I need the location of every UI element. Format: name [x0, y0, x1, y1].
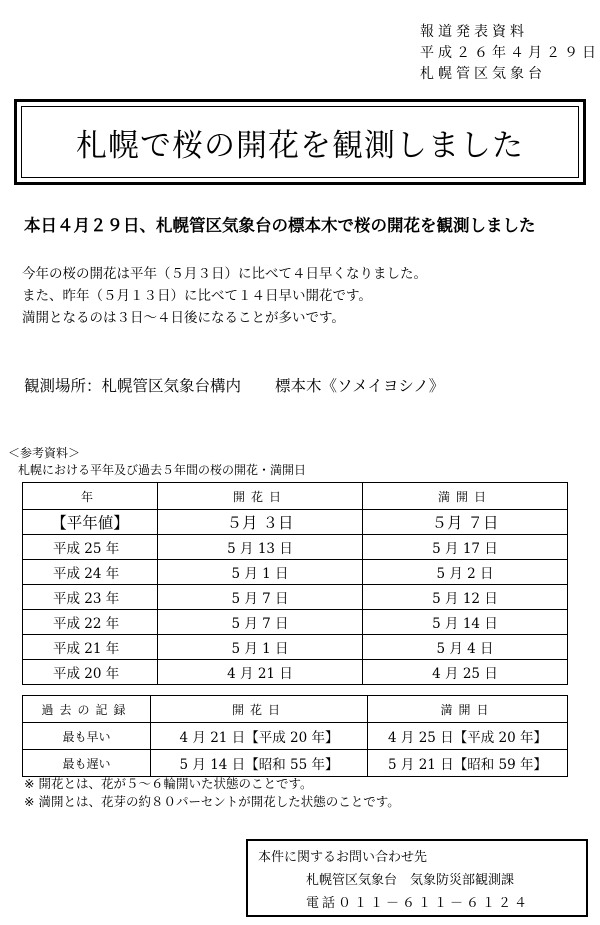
year-cell: 平成 24 年: [23, 560, 158, 585]
table-row: [23, 660, 568, 685]
column-header-bloom: 開花日: [158, 483, 363, 510]
table-row: [23, 635, 568, 660]
bloom-record-cell: 5 月 14 日【昭和 55 年】: [151, 750, 368, 777]
bloom-date-cell: 5 月 7 日: [158, 585, 363, 610]
summary-line: 今年の桜の開花は平年（５月３日）に比べて４日早くなりました。: [22, 266, 427, 282]
column-header-full-bloom: 満開日: [368, 696, 568, 723]
year-cell: 【平年値】: [23, 510, 158, 535]
record-label-cell: 最も遅い: [23, 750, 151, 777]
headline: 本日４月２９日、札幌管区気象台の標本木で桜の開花を観測しました: [24, 216, 536, 235]
table-row: [23, 560, 568, 585]
reference-caption: 札幌における平年及び過去５年間の桜の開花・満開日: [18, 463, 307, 477]
contact-box: [246, 839, 588, 917]
contact-phone: 電話０１１－６１１－６１２４: [306, 896, 531, 911]
full-bloom-date-cell: 5 月 17 日: [363, 535, 568, 560]
full-bloom-date-cell: 5 月 2 日: [363, 560, 568, 585]
page-title: 札幌で桜の開花を観測しました: [21, 106, 579, 178]
issuer: 札幌管区気象台: [420, 66, 546, 82]
footnote: ※ 満開とは、花芽の約８０パーセントが開花した状態のことです。: [24, 794, 400, 809]
year-cell: 平成 21 年: [23, 635, 158, 660]
title-frame: [14, 99, 586, 185]
bloom-date-cell: 4 月 21 日: [158, 660, 363, 685]
table-row: [23, 723, 568, 750]
summary-text: [22, 263, 427, 329]
release-date: 平成２６年４月２９日: [420, 45, 600, 61]
table-row: [23, 535, 568, 560]
document-type: 報道発表資料: [420, 24, 528, 40]
record-label-cell: 最も早い: [23, 723, 151, 750]
table-row: [23, 610, 568, 635]
column-header-records: 過去の記録: [23, 696, 151, 723]
bloom-date-cell: 5 月 1 日: [158, 635, 363, 660]
records-table: [22, 695, 568, 777]
table-row: [23, 585, 568, 610]
contact-heading: 本件に関するお問い合わせ先: [258, 850, 428, 865]
footnote: ※ 開花とは、花が５～６輪開いた状態のことです。: [24, 776, 313, 791]
year-cell: 平成 23 年: [23, 585, 158, 610]
reference-label: ＜参考資料＞: [8, 446, 81, 460]
full-bloom-date-cell: 5 月 14 日: [363, 610, 568, 635]
press-release-header: [420, 22, 600, 85]
year-cell: 平成 25 年: [23, 535, 158, 560]
year-cell: 平成 22 年: [23, 610, 158, 635]
full-bloom-date-cell: 4 月 25 日: [363, 660, 568, 685]
full-bloom-date-cell: 5 月 12 日: [363, 585, 568, 610]
full-bloom-record-cell: 4 月 25 日【平成 20 年】: [368, 723, 568, 750]
summary-line: 満開となるのは３日～４日後になることが多いです。: [22, 310, 345, 326]
table-header-row: [23, 696, 568, 723]
footnotes: [24, 775, 400, 811]
column-header-bloom: 開花日: [151, 696, 368, 723]
table-header-row: [23, 483, 568, 510]
specimen-tree: 標本木《ソメイヨシノ》: [275, 377, 445, 395]
table-row-normal: [23, 510, 568, 535]
bloom-dates-table: [22, 482, 568, 685]
full-bloom-date-cell: ５月 ７日: [363, 510, 568, 535]
contact-department: 札幌管区気象台 気象防災部観測課: [306, 873, 515, 888]
full-bloom-record-cell: 5 月 21 日【昭和 59 年】: [368, 750, 568, 777]
bloom-record-cell: 4 月 21 日【平成 20 年】: [151, 723, 368, 750]
column-header-year: 年: [23, 483, 158, 510]
year-cell: 平成 20 年: [23, 660, 158, 685]
bloom-date-cell: 5 月 13 日: [158, 535, 363, 560]
bloom-date-cell: ５月 ３日: [158, 510, 363, 535]
observation-location: 観測場所：札幌管区気象台構内: [24, 377, 242, 395]
column-header-full-bloom: 満開日: [363, 483, 568, 510]
full-bloom-date-cell: 5 月 4 日: [363, 635, 568, 660]
summary-line: また、昨年（５月１３日）に比べて１４日早い開花です。: [22, 288, 372, 304]
observation-info: [24, 374, 444, 396]
bloom-date-cell: 5 月 1 日: [158, 560, 363, 585]
bloom-date-cell: 5 月 7 日: [158, 610, 363, 635]
table-row: [23, 750, 568, 777]
